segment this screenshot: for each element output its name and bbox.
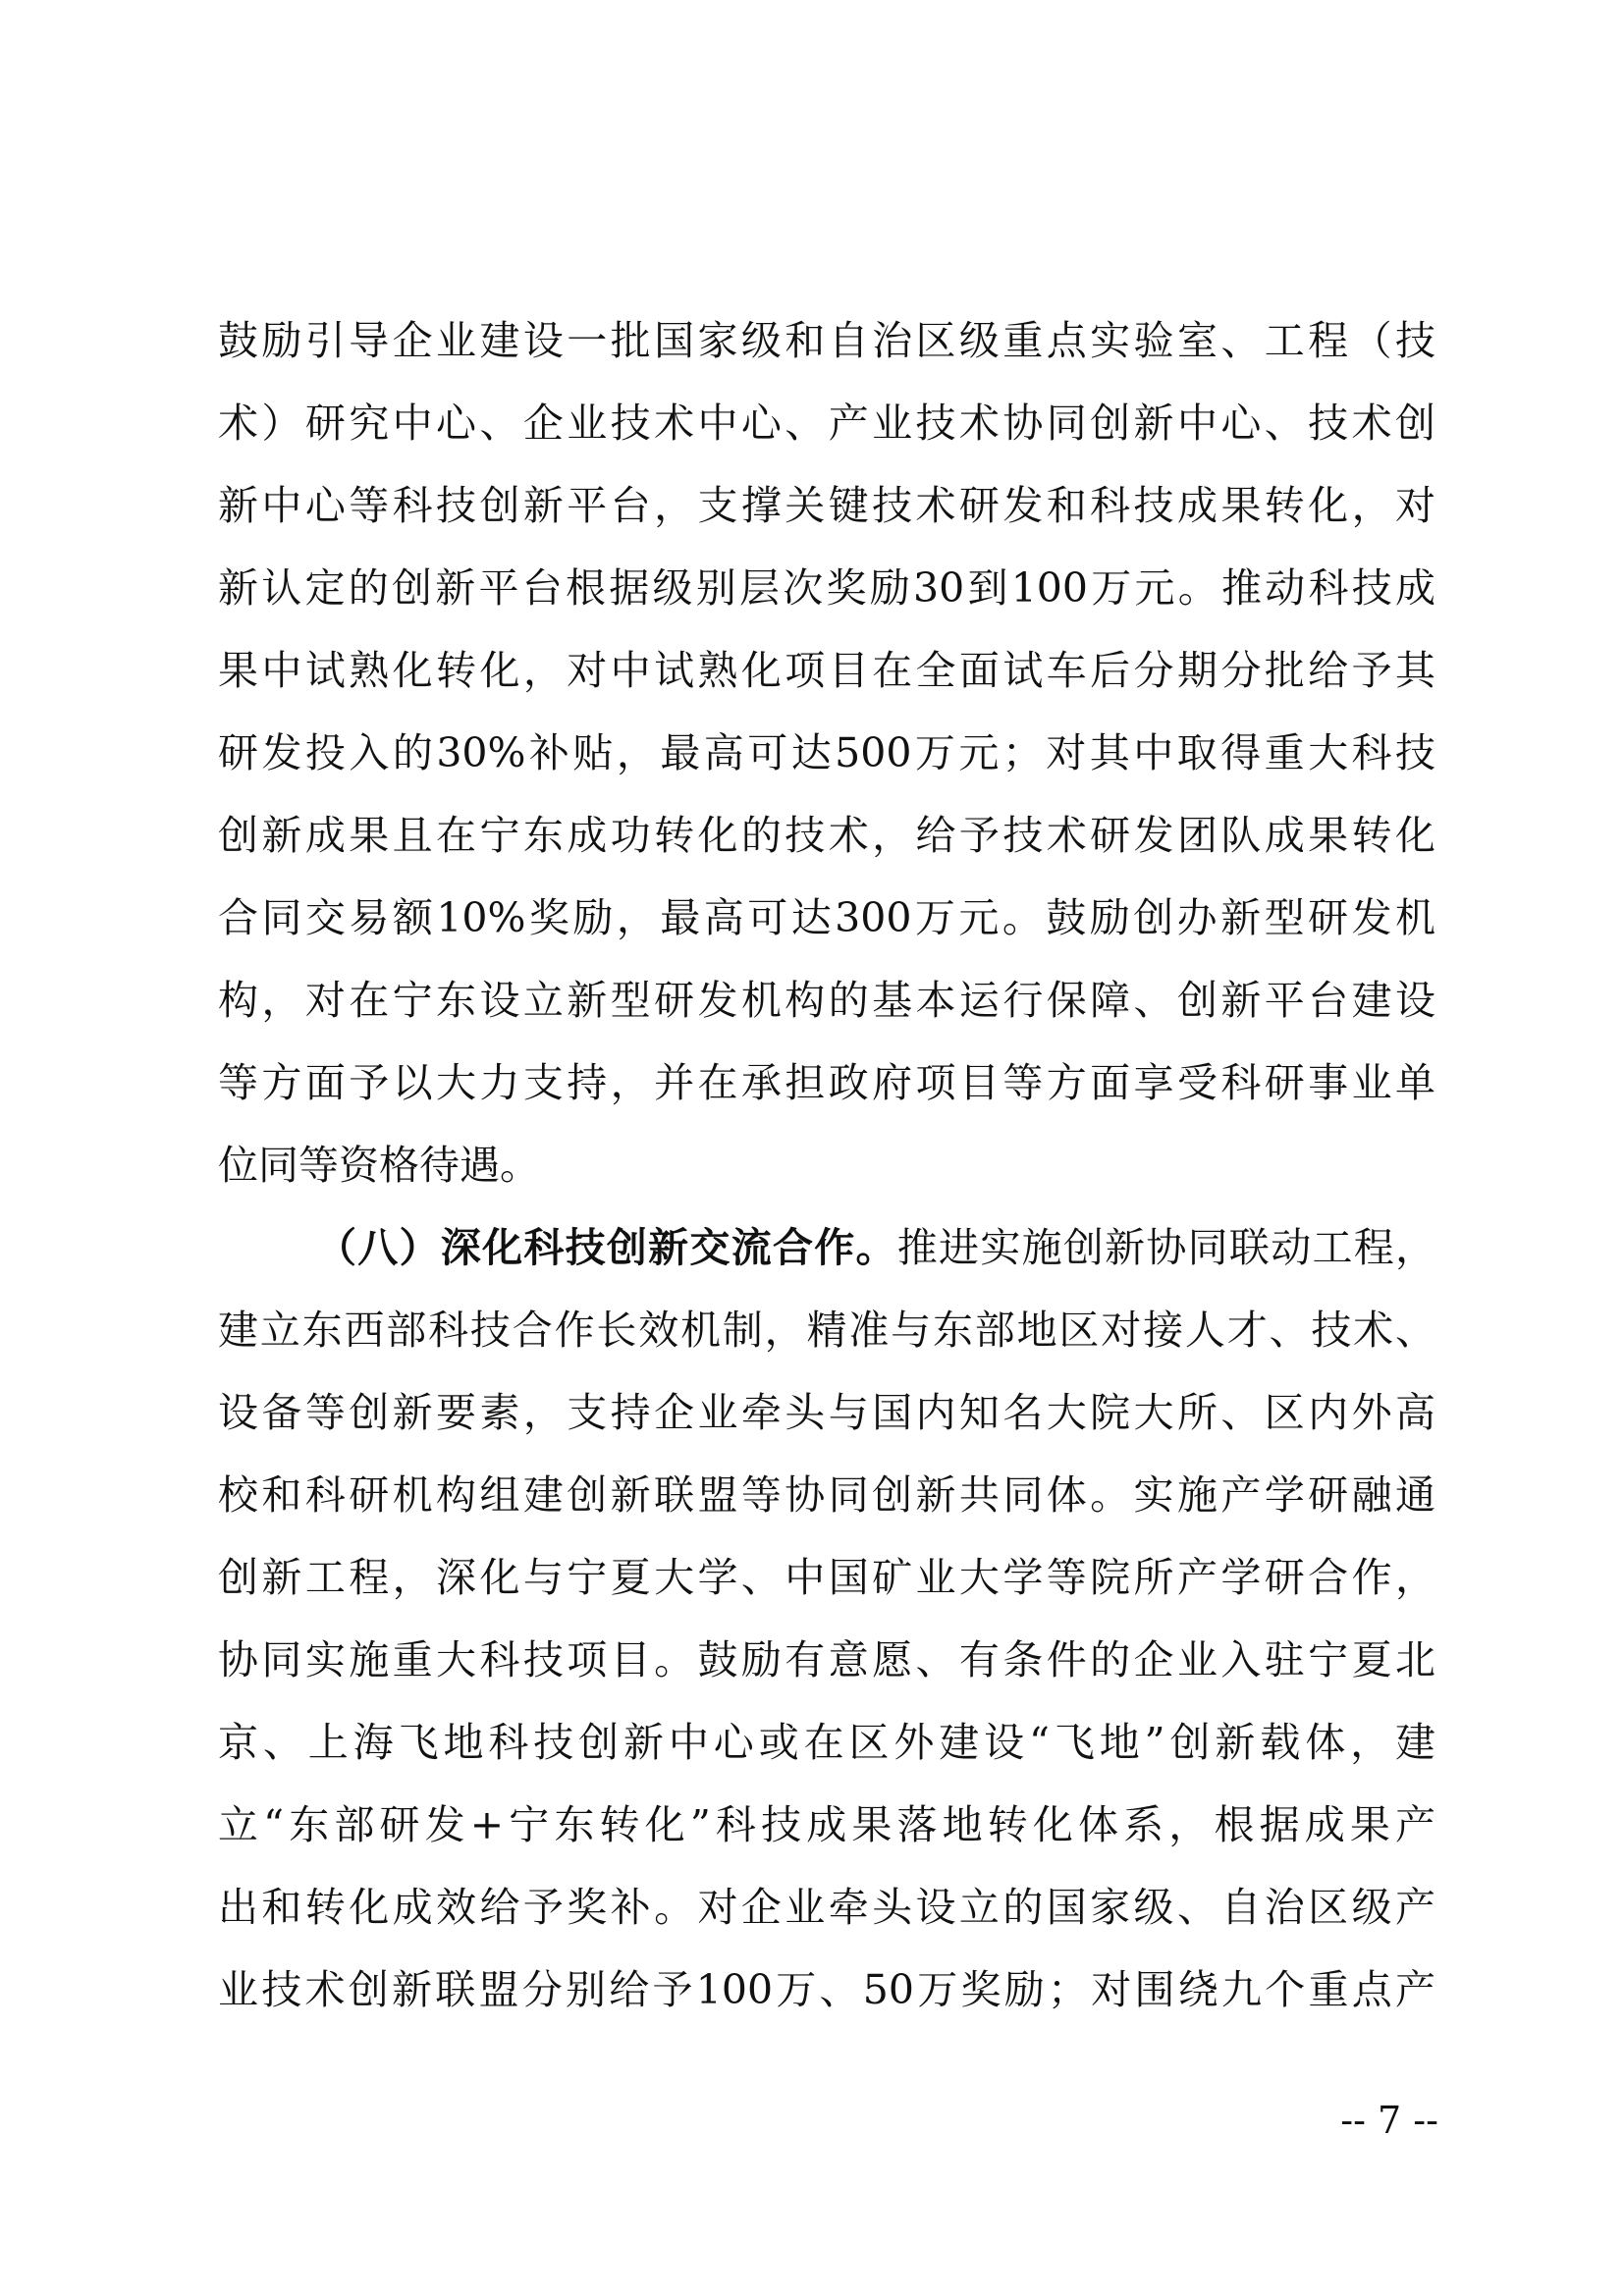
paragraph-2-line-9: 出和转化成效给予奖补。对企业牵头设立的国家级、自治区级产 (218, 1884, 1435, 1931)
paragraph-2-line-8: 立“东部研发+宁东转化”科技成果落地转化体系，根据成果产 (218, 1801, 1435, 1848)
paragraph-1-line-2: 术）研究中心、企业技术中心、产业技术协同创新中心、技术创 (218, 400, 1435, 447)
paragraph-2-first-line-text: 推进实施创新协同联动工程， (896, 1224, 1436, 1271)
paragraph-2-line-2: 建立东西部科技合作长效机制，精准与东部地区对接人才、技术、 (218, 1307, 1435, 1354)
page-number: -- 7 -- (1340, 2099, 1438, 2142)
section-heading: （八）深化科技创新交流合作。 (316, 1224, 897, 1271)
paragraph-1-line-5: 果中试熟化转化，对中试熟化项目在全面试车后分期分批给予其 (218, 647, 1435, 694)
paragraph-2-line-10: 业技术创新联盟分别给予100万、50万奖励；对围绕九个重点产 (218, 1966, 1435, 2013)
paragraph-2-line-7: 京、上海飞地科技创新中心或在区外建设“飞地”创新载体，建 (218, 1719, 1435, 1766)
paragraph-1-line-9: 构，对在宁东设立新型研发机构的基本运行保障、创新平台建设 (218, 977, 1435, 1024)
paragraph-1-line-1: 鼓励引导企业建设一批国家级和自治区级重点实验室、工程（技 (218, 317, 1435, 364)
paragraph-1-line-8: 合同交易额10%奖励，最高可达300万元。鼓励创办新型研发机 (218, 894, 1435, 941)
paragraph-2-line-6: 协同实施重大科技项目。鼓励有意愿、有条件的企业入驻宁夏北 (218, 1636, 1435, 1683)
paragraph-1-line-7: 创新成果且在宁东成功转化的技术，给予技术研发团队成果转化 (218, 812, 1435, 859)
paragraph-1-line-10: 等方面予以大力支持，并在承担政府项目等方面享受科研事业单 (218, 1059, 1435, 1106)
document-body (218, 299, 1435, 2031)
paragraph-1-line-6: 研发投入的30%补贴，最高可达500万元；对其中取得重大科技 (218, 729, 1435, 776)
paragraph-2-line-4: 校和科研机构组建创新联盟等协同创新共同体。实施产学研融通 (218, 1471, 1435, 1519)
paragraph-2-line-3: 设备等创新要素，支持企业牵头与国内知名大院大所、区内外高 (218, 1389, 1435, 1436)
paragraph-1-line-3: 新中心等科技创新平台，支撑关键技术研发和科技成果转化，对 (218, 482, 1435, 529)
paragraph-1-line-11: 位同等资格待遇。 (218, 1142, 540, 1189)
paragraph-2-line-5: 创新工程，深化与宁夏大学、中国矿业大学等院所产学研合作， (218, 1554, 1435, 1601)
paragraph-1-line-4: 新认定的创新平台根据级别层次奖励30到100万元。推动科技成 (218, 564, 1435, 612)
paragraph-2-first-line (218, 1206, 1435, 1289)
